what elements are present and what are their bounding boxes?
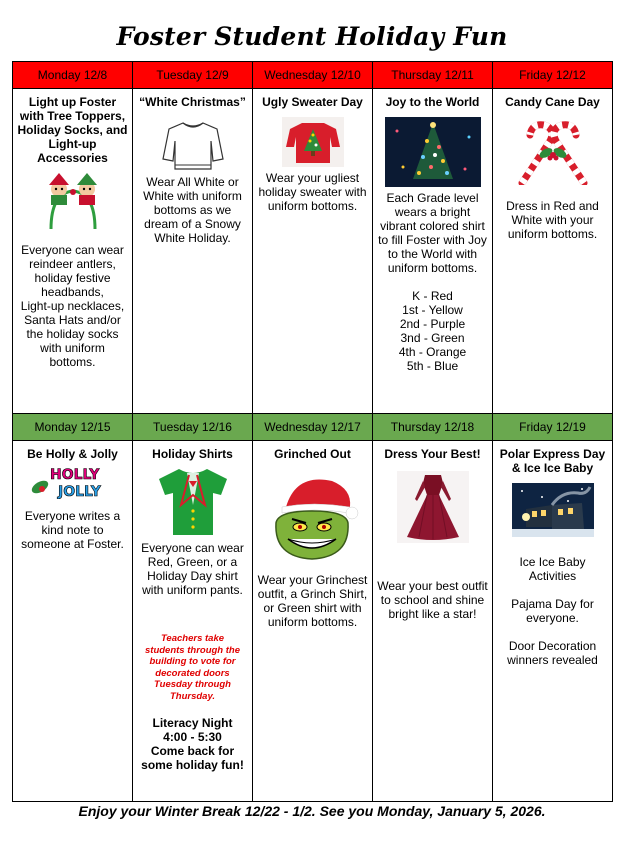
day-cell-tuesday-12-16 [133, 441, 253, 802]
logo-word: JOLLY [57, 484, 101, 499]
grade-color-line: 2nd - Purple [399, 317, 466, 331]
day-theme: Be Holly & Jolly [27, 447, 118, 461]
day-cell-friday-12-19 [493, 441, 613, 802]
day-header: Monday 12/15 [13, 414, 133, 441]
day-theme: Polar Express Day & Ice Ice Baby [499, 447, 606, 475]
elf-headband-image [16, 171, 129, 233]
day-header: Monday 12/8 [13, 62, 133, 89]
day-theme: “White Christmas” [139, 95, 246, 109]
day-cell-wednesday-12-10 [253, 89, 373, 414]
holly-jolly-logo [16, 465, 129, 499]
desc-line: Everyone writes a kind note to someone at Foster. [21, 509, 124, 551]
day-header: Friday 12/19 [493, 414, 613, 441]
day-cell-thursday-12-18 [373, 441, 493, 802]
desc-line: Dress in Red and White with your uniform bottoms. [506, 199, 599, 241]
day-cell-tuesday-12-9 [133, 89, 253, 414]
day-header: Thursday 12/11 [373, 62, 493, 89]
day-theme: Candy Cane Day [505, 95, 600, 109]
door-voting-note: Teachers take students through the building to vote for decorated doors Tuesday through Thursday. [145, 633, 240, 702]
day-theme: Grinched Out [274, 447, 351, 461]
candy-cane-image [496, 119, 609, 185]
desc-line: Door Decoration winners revealed [507, 639, 598, 667]
desc-line [496, 583, 609, 597]
desc-line: Everyone can wear reindeer antlers, holiday festive headbands, [21, 243, 124, 299]
literacy-night-event [136, 716, 249, 772]
event-line: Literacy Night [152, 716, 233, 730]
day-cell-monday-12-15 [13, 441, 133, 802]
holiday-schedule-table [12, 61, 613, 802]
week2-row [13, 441, 613, 802]
desc-line: Wear All White or White with uniform bottoms as we dream of a Snowy White Holiday. [143, 175, 242, 245]
day-header: Thursday 12/18 [373, 414, 493, 441]
grinch-image [256, 467, 369, 563]
day-header: Tuesday 12/9 [133, 62, 253, 89]
grade-color-line: K - Red [412, 289, 453, 303]
day-cell-monday-12-8 [13, 89, 133, 414]
desc-line: Pajama Day for everyone. [511, 597, 594, 625]
holiday-shirt-image [136, 465, 249, 537]
desc-line: Everyone can wear Red, Green, or a Holiday Day shirt with uniform pants. [141, 541, 244, 597]
desc-line: Each Grade level wears a bright vibrant colored shirt to fill Foster with Joy to the World with uniform bottoms. [378, 191, 487, 275]
event-line: 4:00 - 5:30 [163, 730, 222, 744]
day-theme: Dress Your Best! [384, 447, 481, 461]
page-title: Foster Student Holiday Fun [116, 22, 508, 51]
week1-header-row [13, 62, 613, 89]
grade-color-line: 4th - Orange [398, 345, 467, 359]
day-header: Friday 12/12 [493, 62, 613, 89]
logo-word: HOLLY [49, 467, 99, 483]
day-theme: Holiday Shirts [152, 447, 233, 461]
desc-line: Wear your ugliest holiday sweater with uniform bottoms. [258, 171, 367, 213]
week2-header-row [13, 414, 613, 441]
day-cell-thursday-12-11 [373, 89, 493, 414]
day-header: Wednesday 12/10 [253, 62, 373, 89]
desc-line: Wear your best outfit to school and shine bright like a star! [377, 579, 488, 621]
grade-color-line: 1st - Yellow [402, 303, 463, 317]
desc-line: Wear your Grinchest outfit, a Grinch Shirt, or Green shirt with uniform bottoms. [257, 573, 368, 629]
desc-line: Ice Ice Baby Activities [519, 555, 586, 583]
red-dress-image [376, 471, 489, 543]
day-header: Tuesday 12/16 [133, 414, 253, 441]
polar-express-train-image [496, 483, 609, 537]
event-line: Come back for some holiday fun! [141, 744, 244, 772]
day-header: Wednesday 12/17 [253, 414, 373, 441]
grade-color-line: 3nd - Green [400, 331, 465, 345]
week1-row [13, 89, 613, 414]
grade-color-line: 5th - Blue [406, 359, 459, 373]
white-sweater-image [136, 119, 249, 171]
christmas-tree-lights-image [376, 117, 489, 187]
day-theme: Light up Foster with Tree Toppers, Holiday Socks, and Light-up Accessories [17, 95, 128, 165]
desc-line [496, 625, 609, 639]
day-theme: Joy to the World [385, 95, 480, 109]
desc-line [376, 275, 489, 289]
desc-line: Light-up necklaces, Santa Hats and/or the holiday socks with uniform bottoms. [20, 299, 125, 369]
day-cell-friday-12-12 [493, 89, 613, 414]
day-cell-wednesday-12-17 [253, 441, 373, 802]
ugly-sweater-image [256, 117, 369, 167]
day-theme: Ugly Sweater Day [262, 95, 363, 109]
footer-message: Enjoy your Winter Break 12/22 - 1/2. See you Monday, January 5, 2026. [78, 803, 546, 819]
